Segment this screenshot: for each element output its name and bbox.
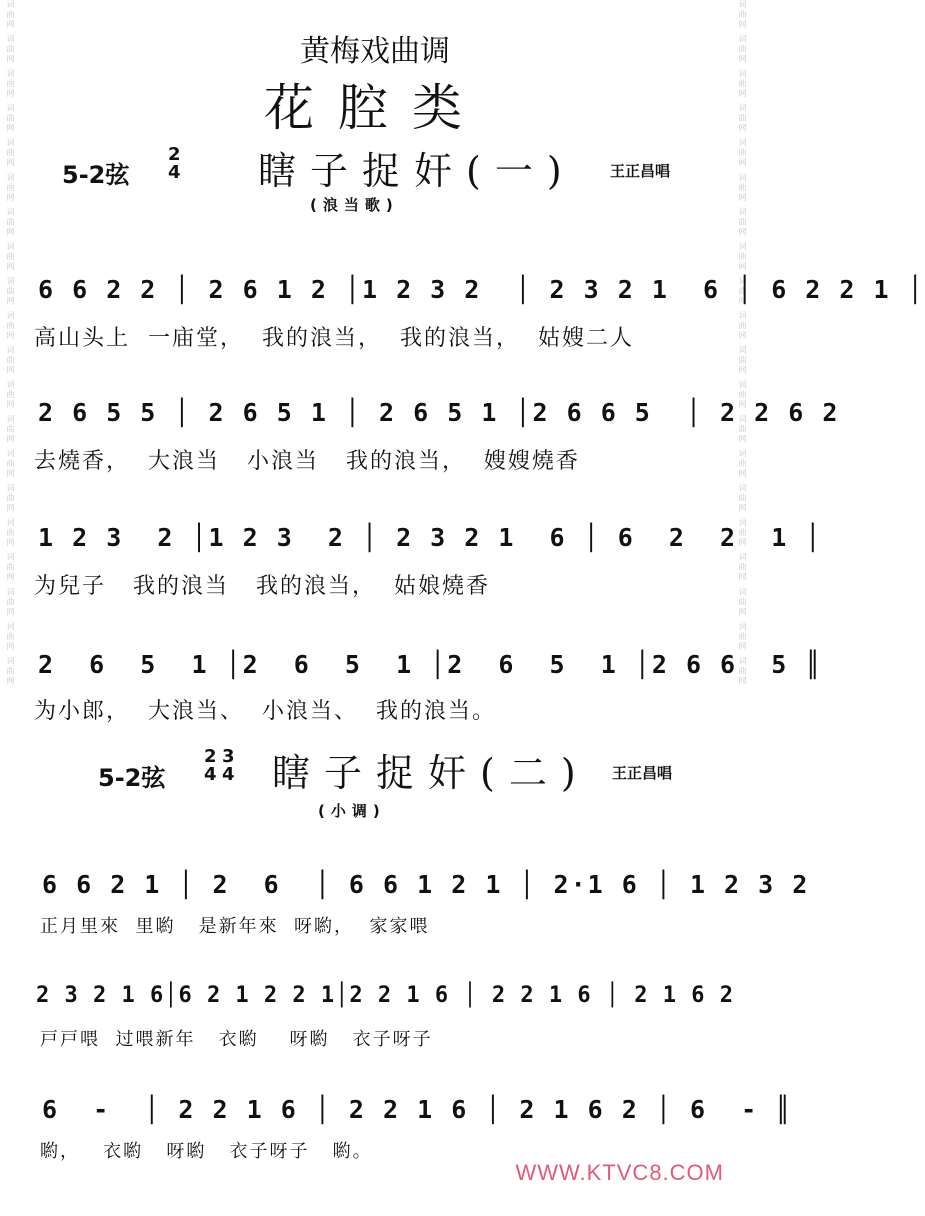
- song2-title: 瞎子捉奸(二): [272, 751, 590, 795]
- notation-line: 6 - │ 2 2 1 6 │ 2 2 1 6 │ 2 1 6 2 │ 6 - ║: [42, 1095, 793, 1124]
- page-title: 黄梅戏曲调: [300, 34, 450, 69]
- song1-subtitle: (浪当歌): [310, 196, 399, 214]
- song2-key: 5-2弦: [98, 764, 166, 792]
- notation-line: 2 3 2 1 6│6 2 1 2 2 1│2 2 1 6 │ 2 2 1 6 │ 2 1 6 2: [36, 983, 735, 1008]
- notation-line: 2 6 5 5 │ 2 6 5 1 │ 2 6 5 1 │2 6 6 5 │ 2 2 6 2: [38, 398, 840, 427]
- song2-subtitle: (小调): [318, 802, 386, 820]
- lyric-line: 去燒香， 大浪当 小浪当 我的浪当， 嫂嫂燒香: [34, 449, 580, 474]
- song1-time-signature: 2 4: [168, 144, 181, 183]
- lyric-line: 为小郎， 大浪当、 小浪当、 我的浪当。: [34, 699, 496, 724]
- left-watermark-strip: 词曲网 词曲网 词曲网 词曲网 词曲网 词曲网 词曲网 词曲网 词曲网 词曲网 词曲网 词曲网 词曲网 词曲网 词曲网 词曲网 词曲网 词曲网 词曲网 词曲网: [6, 0, 15, 687]
- lyric-line: 正月里來 里喲 是新年來 呀喲， 家家喂: [40, 916, 430, 937]
- song1-singer: 王正昌唱: [610, 162, 671, 180]
- song2-time-signature-1: 2 4: [204, 746, 217, 785]
- notation-line: 6 6 2 2 │ 2 6 1 2 │1 2 3 2 │ 2 3 2 1 6 │ 6 2 2 1 │: [38, 275, 925, 304]
- song1-title: 瞎子捉奸(一): [258, 149, 576, 193]
- lyric-line: 喲， 衣喲 呀喲 衣子呀子 喲。: [40, 1141, 373, 1162]
- lyric-line: 高山头上 一庙堂， 我的浪当， 我的浪当， 姑嫂二人: [34, 326, 634, 351]
- notation-line: 2 6 5 1 │2 6 5 1 │2 6 5 1 │2 6 6 5 ║: [38, 650, 823, 679]
- lyric-line: 戸戸喂 过喂新年 衣喲 呀喲 衣子呀子: [40, 1029, 433, 1050]
- song2-singer: 王正昌唱: [612, 764, 673, 782]
- song1-key: 5-2弦: [62, 161, 130, 189]
- right-watermark-strip: 词曲网 词曲网 词曲网 词曲网 词曲网 词曲网 词曲网 词曲网 词曲网 词曲网 词曲网 词曲网 词曲网 词曲网 词曲网 词曲网 词曲网 词曲网 词曲网 词曲网: [738, 0, 747, 687]
- site-watermark: WWW.KTVC8.COM: [515, 1160, 724, 1185]
- lyric-line: 为兒子 我的浪当 我的浪当， 姑娘燒香: [34, 574, 490, 599]
- notation-line: 6 6 2 1 │ 2 6 │ 6 6 1 2 1 │ 2·1 6 │ 1 2 3 2: [42, 870, 810, 899]
- song2-time-signature-2: 3 4: [222, 746, 235, 785]
- notation-line: 1 2 3 2 │1 2 3 2 │ 2 3 2 1 6 │ 6 2 2 1 │: [38, 523, 823, 552]
- category-heading: 花腔类: [264, 79, 486, 137]
